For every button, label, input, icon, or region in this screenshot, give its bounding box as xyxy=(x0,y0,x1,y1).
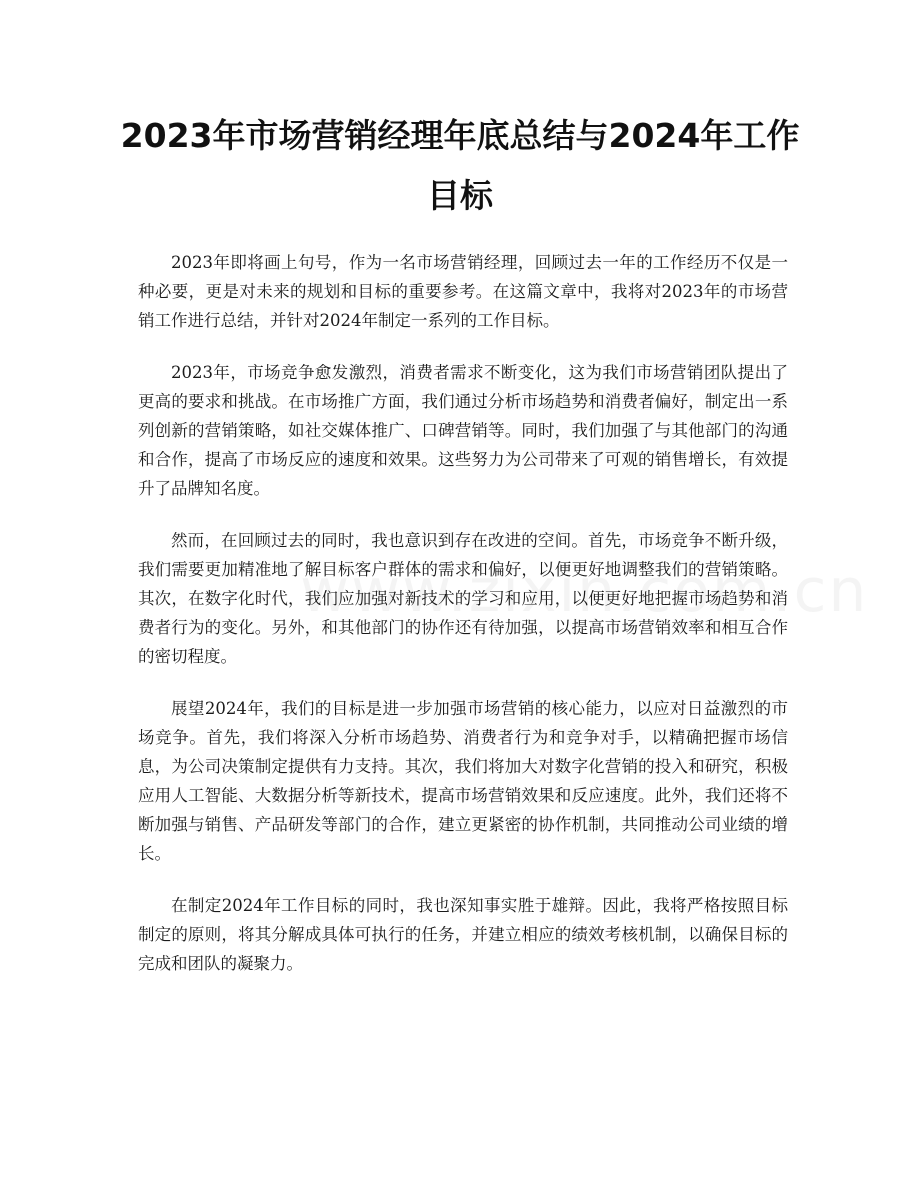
paragraph-intro: 2023年即将画上句号，作为一名市场营销经理，回顾过去一年的工作经历不仅是一种必要，更是对未来的规划和目标的重要参考。在这篇文章中，我将对2023年的市场营销工作进行总结，并针对2024年制定一系列的工作目标。 xyxy=(138,253,788,330)
document-body xyxy=(138,248,788,1001)
paragraph-2023-review: 2023年，市场竞争愈发激烈，消费者需求不断变化，这为我们市场营销团队提出了更高的要求和挑战。在市场推广方面，我们通过分析市场趋势和消费者偏好，制定出一系列创新的营销策略，如社交媒体推广、口碑营销等。同时，我们加强了与其他部门的沟通和合作，提高了市场反应的速度和效果。这些努力为公司带来了可观的销售增长，有效提升了品牌知名度。 xyxy=(138,363,788,498)
document-title: 2023年市场营销经理年底总结与2024年工作目标 xyxy=(120,116,800,215)
paragraph-execution: 在制定2024年工作目标的同时，我也深知事实胜于雄辩。因此，我将严格按照目标制定的原则，将其分解成具体可执行的任务，并建立相应的绩效考核机制，以确保目标的完成和团队的凝聚力。 xyxy=(138,896,788,973)
paragraph-improvements: 然而，在回顾过去的同时，我也意识到存在改进的空间。首先，市场竞争不断升级，我们需要更加精准地了解目标客户群体的需求和偏好，以便更好地调整我们的营销策略。其次，在数字化时代，我们应加强对新技术的学习和应用，以便更好地把握市场趋势和消费者行为的变化。另外，和其他部门的协作还有待加强，以提高市场营销效率和相互合作的密切程度。 xyxy=(138,531,788,666)
paragraph-2024-outlook: 展望2024年，我们的目标是进一步加强市场营销的核心能力，以应对日益激烈的市场竞争。首先，我们将深入分析市场趋势、消费者行为和竞争对手，以精确把握市场信息，为公司决策制定提供有力支持。其次，我们将加大对数字化营销的投入和研究，积极应用人工智能、大数据分析等新技术，提高市场营销效果和反应速度。此外，我们还将不断加强与销售、产品研发等部门的合作，建立更紧密的协作机制，共同推动公司业绩的增长。 xyxy=(138,699,788,863)
